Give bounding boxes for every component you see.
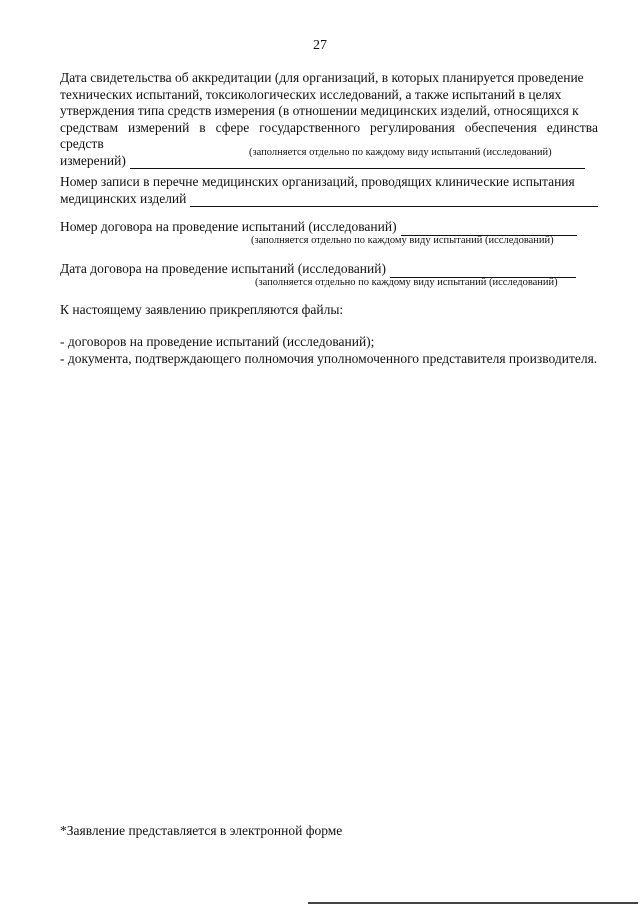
- accreditation-text-line: утверждения типа средств измерения (в отношении медицинских изделий, относящихся к: [60, 103, 579, 118]
- registry-section: [60, 174, 598, 207]
- contract-number-note: (заполняется отдельно по каждому виду испытаний (исследований): [251, 235, 554, 246]
- attachment-item: - документа, подтверждающего полномочия уполномоченного представителя производителя.: [60, 350, 598, 366]
- footnote: *Заявление представляется в электронной форме: [60, 823, 343, 838]
- accreditation-note: (заполняется отдельно по каждому виду испытаний (исследований): [249, 147, 552, 158]
- contract-number-label: Номер договора на проведение испытаний (исследований): [60, 219, 397, 234]
- attachments-section: [60, 302, 598, 319]
- accreditation-date-label: измерений): [60, 152, 126, 168]
- page-edge-divider: [308, 902, 638, 904]
- attachments-list: [60, 334, 598, 367]
- registry-number-line[interactable]: [190, 195, 598, 207]
- registry-label: медицинских изделий: [60, 190, 187, 206]
- contract-number-field[interactable]: [60, 219, 598, 236]
- contract-date-line[interactable]: [390, 266, 576, 278]
- accreditation-text-line: Дата свидетельства об аккредитации (для организаций, в которых планируется проведение: [60, 70, 584, 85]
- accreditation-text-line: средствам измерений в сфере государственного регулирования обеспечения единства средств: [60, 119, 598, 151]
- contract-date-section: [60, 261, 598, 278]
- attachment-item: - договоров на проведение испытаний (исследований);: [60, 334, 375, 349]
- contract-date-label: Дата договора на проведение испытаний (исследований): [60, 261, 386, 276]
- accreditation-text-line: технических испытаний, токсикологических исследований, а также испытаний в целях: [60, 86, 562, 102]
- contract-date-field[interactable]: [60, 261, 598, 278]
- attachments-heading: К настоящему заявлению прикрепляются файлы:: [60, 302, 344, 317]
- registry-number-field[interactable]: [60, 191, 598, 208]
- registry-text-line: Номер записи в перечне медицинских организаций, проводящих клинические испытания: [60, 174, 575, 189]
- page-number: 27: [313, 38, 327, 53]
- contract-number-section: [60, 219, 598, 236]
- contract-date-note: (заполняется отдельно по каждому виду испытаний (исследований): [255, 277, 558, 288]
- contract-number-line[interactable]: [401, 224, 577, 236]
